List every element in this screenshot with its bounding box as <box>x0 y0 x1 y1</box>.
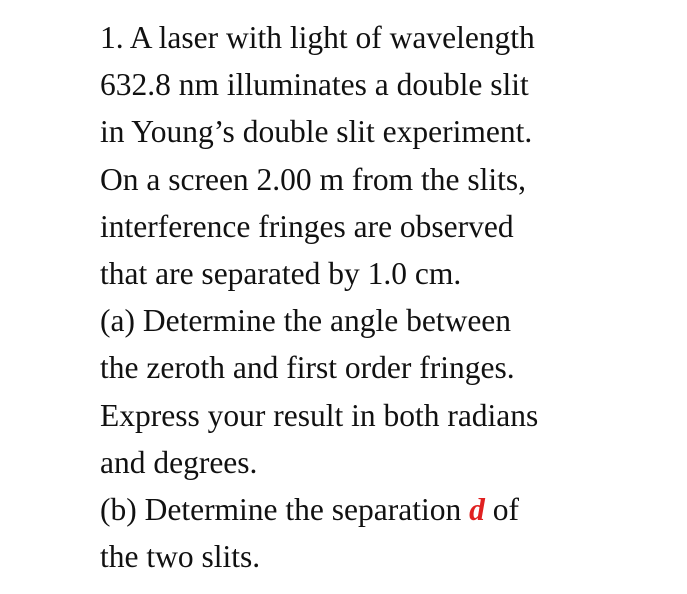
problem-line-3: in Young’s double slit experiment. <box>100 114 533 150</box>
part-a-line-3: Express your result in both radians <box>100 397 539 433</box>
problem-line-2: 632.8 nm illuminates a double slit <box>100 67 529 103</box>
problem-line-1: 1. A laser with light of wavelength <box>100 20 535 55</box>
part-b-line-1 <box>100 486 660 533</box>
problem-line-5: interference fringes are observed <box>100 208 514 244</box>
variable-d: d <box>469 491 485 527</box>
part-b-line-2: the two slits. <box>100 539 261 575</box>
part-b-text-before: (b) Determine the separation <box>100 491 470 527</box>
problem-line-4: On a screen 2.00 m from the slits, <box>100 161 527 197</box>
problem-text <box>100 14 660 580</box>
part-a-line-4: and degrees. <box>100 444 258 480</box>
part-a-line-2: the zeroth and first order fringes. <box>100 350 515 386</box>
part-a-line-1: (a) Determine the angle between <box>100 303 512 339</box>
problem-line-6: that are separated by 1.0 cm. <box>100 255 462 291</box>
part-b-text-after: of <box>484 491 519 527</box>
